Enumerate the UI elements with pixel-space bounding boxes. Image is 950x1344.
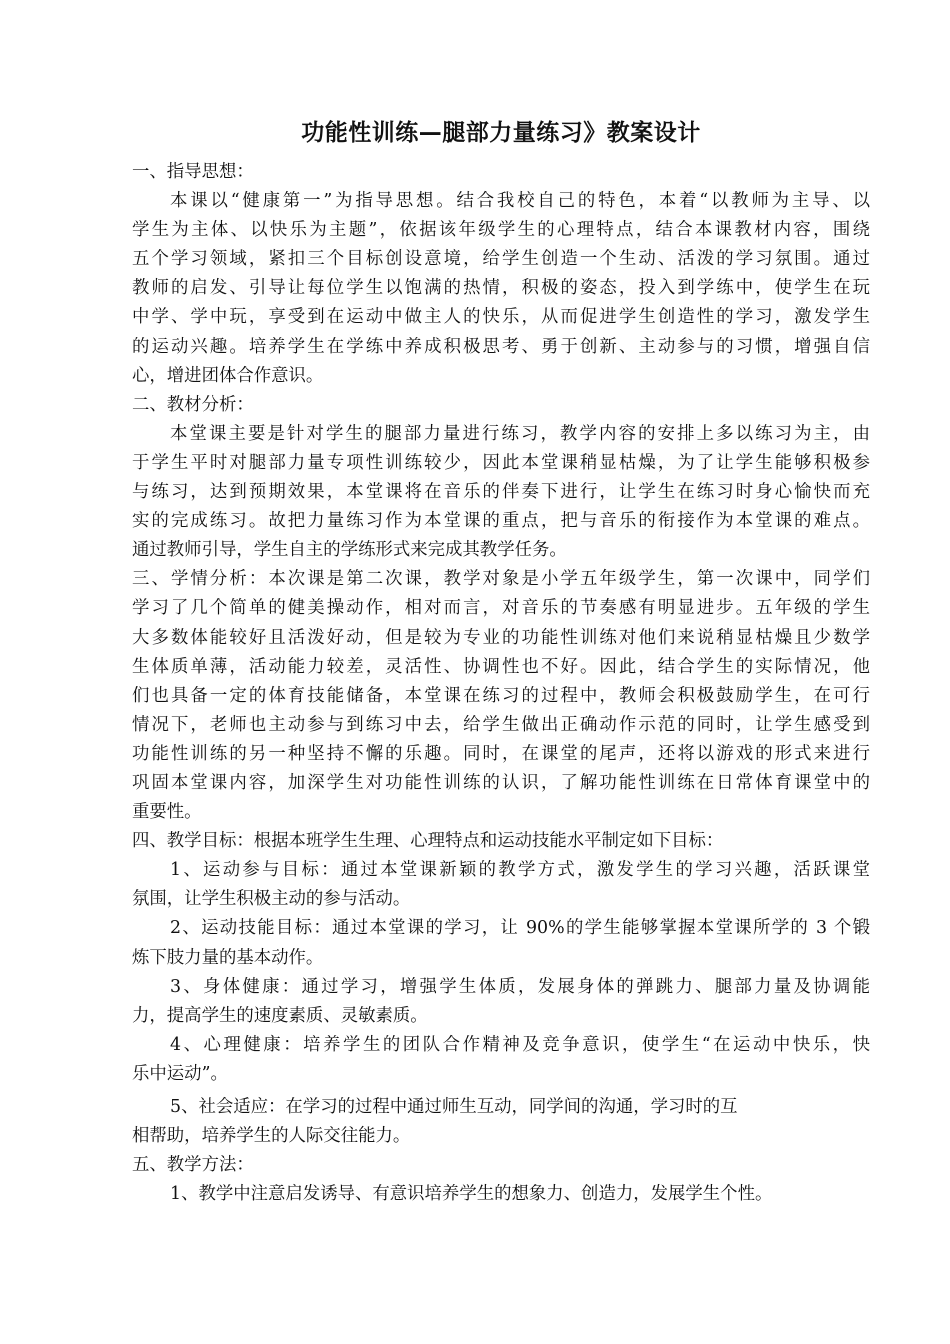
text-line: 1、教学中注意启发诱导、有意识培养学生的想象力、创造力，发展学生个性。 <box>170 1184 773 1205</box>
text-line: 实的完成练习。故把力量练习作为本堂课的重点，把与音乐的衔接作为本堂课的难点。 <box>132 511 870 532</box>
text-line: 2、运动技能目标：通过本堂课的学习，让 90%的学生能够掌握本堂课所学的 3 个锻 <box>170 918 870 939</box>
text-line: 5、社会适应：在学习的过程中通过师生互动，同学间的沟通，学习时的互 <box>170 1097 738 1117</box>
text-line: 本课以“健康第一”为指导思想。结合我校自己的特色，本着“以教师为主导、以 <box>170 191 870 212</box>
text-line: 生体质单薄，活动能力较差，灵活性、协调性也不好。因此，结合学生的实际情况，他 <box>132 656 870 677</box>
text-line: 们也具备一定的体育技能储备，本堂课在练习的过程中，教师会积极鼓励学生，在可行 <box>132 685 870 706</box>
text-line: 功能性训练的另一种坚持不懈的乐趣。同时，在课堂的尾声，还将以游戏的形式来进行 <box>132 743 870 764</box>
text-line: 1、运动参与目标：通过本堂课新颖的教学方式，激发学生的学习兴趣，活跃课堂 <box>170 860 870 881</box>
text-line: 学生为主体、以快乐为主题”，依据该年级学生的心理特点，结合本课教材内容，围绕 <box>132 220 870 241</box>
text-line: 相帮助，培养学生的人际交往能力。 <box>132 1126 411 1147</box>
text-line: 炼下肢力量的基本动作。 <box>132 947 324 968</box>
text-line: 学习了几个简单的健美操动作，相对而言，对音乐的节奏感有明显进步。五年级的学生 <box>132 598 870 619</box>
text-line: 一、指导思想： <box>132 162 254 182</box>
text-line: 本堂课主要是针对学生的腿部力量进行练习，教学内容的安排上多以练习为主，由 <box>170 423 870 444</box>
text-line: 的运动兴趣。培养学生在学练中养成积极思考、勇于创新、主动参与的习惯，增强自信 <box>132 336 870 357</box>
text-line: 情况下，老师也主动参与到练习中去，给学生做出正确动作示范的同时，让学生感受到 <box>132 714 870 735</box>
text-line: 心，增进团体合作意识。 <box>132 365 324 386</box>
document-body <box>132 158 870 1209</box>
text-line: 乐中运动”。 <box>132 1063 228 1084</box>
text-line: 于学生平时对腿部力量专项性训练较少，因此本堂课稍显枯燥，为了让学生能够积极参 <box>132 452 870 473</box>
text-line: 大多数体能较好且活泼好动，但是较为专业的功能性训练对他们来说稍显枯燥且少数学 <box>132 627 870 648</box>
text-line: 教师的启发、引导让每位学生以饱满的热情，积极的姿态，投入到学练中，使学生在玩 <box>132 278 870 299</box>
text-line: 五、教学方法： <box>132 1155 254 1176</box>
text-line: 重要性。 <box>132 802 202 823</box>
text-line: 三、学情分析：本次课是第二次课，教学对象是小学五年级学生，第一次课中，同学们 <box>132 569 870 590</box>
text-line: 五个学习领域，紧扣三个目标创设意境，给学生创造一个生动、活泼的学习氛围。通过 <box>132 249 870 270</box>
text-line: 中学、学中玩，享受到在运动中做主人的快乐，从而促进学生创造性的学习，激发学生 <box>132 307 870 328</box>
text-line: 4、心理健康：培养学生的团队合作精神及竞争意识，使学生“在运动中快乐，快 <box>170 1034 870 1055</box>
text-line: 氛围，让学生积极主动的参与活动。 <box>132 889 411 910</box>
text-line: 四、教学目标：根据本班学生生理、心理特点和运动技能水平制定如下目标： <box>132 831 724 852</box>
document-title: 功能性训练—腿部力量练习》教案设计 <box>301 120 701 146</box>
text-line: 通过教师引导，学生自主的学练形式来完成其教学任务。 <box>132 540 567 561</box>
text-line: 3、身体健康：通过学习，增强学生体质，发展身体的弹跳力、腿部力量及协调能 <box>170 976 870 997</box>
text-line: 与练习，达到预期效果，本堂课将在音乐的伴奏下进行，让学生在练习时身心愉快而充 <box>132 482 870 503</box>
text-line: 巩固本堂课内容，加深学生对功能性训练的认识，了解功能性训练在日常体育课堂中的 <box>132 772 870 793</box>
text-line: 力，提高学生的速度素质、灵敏素质。 <box>132 1005 428 1026</box>
text-line: 二、教材分析： <box>132 394 254 415</box>
document-page <box>132 112 870 1209</box>
